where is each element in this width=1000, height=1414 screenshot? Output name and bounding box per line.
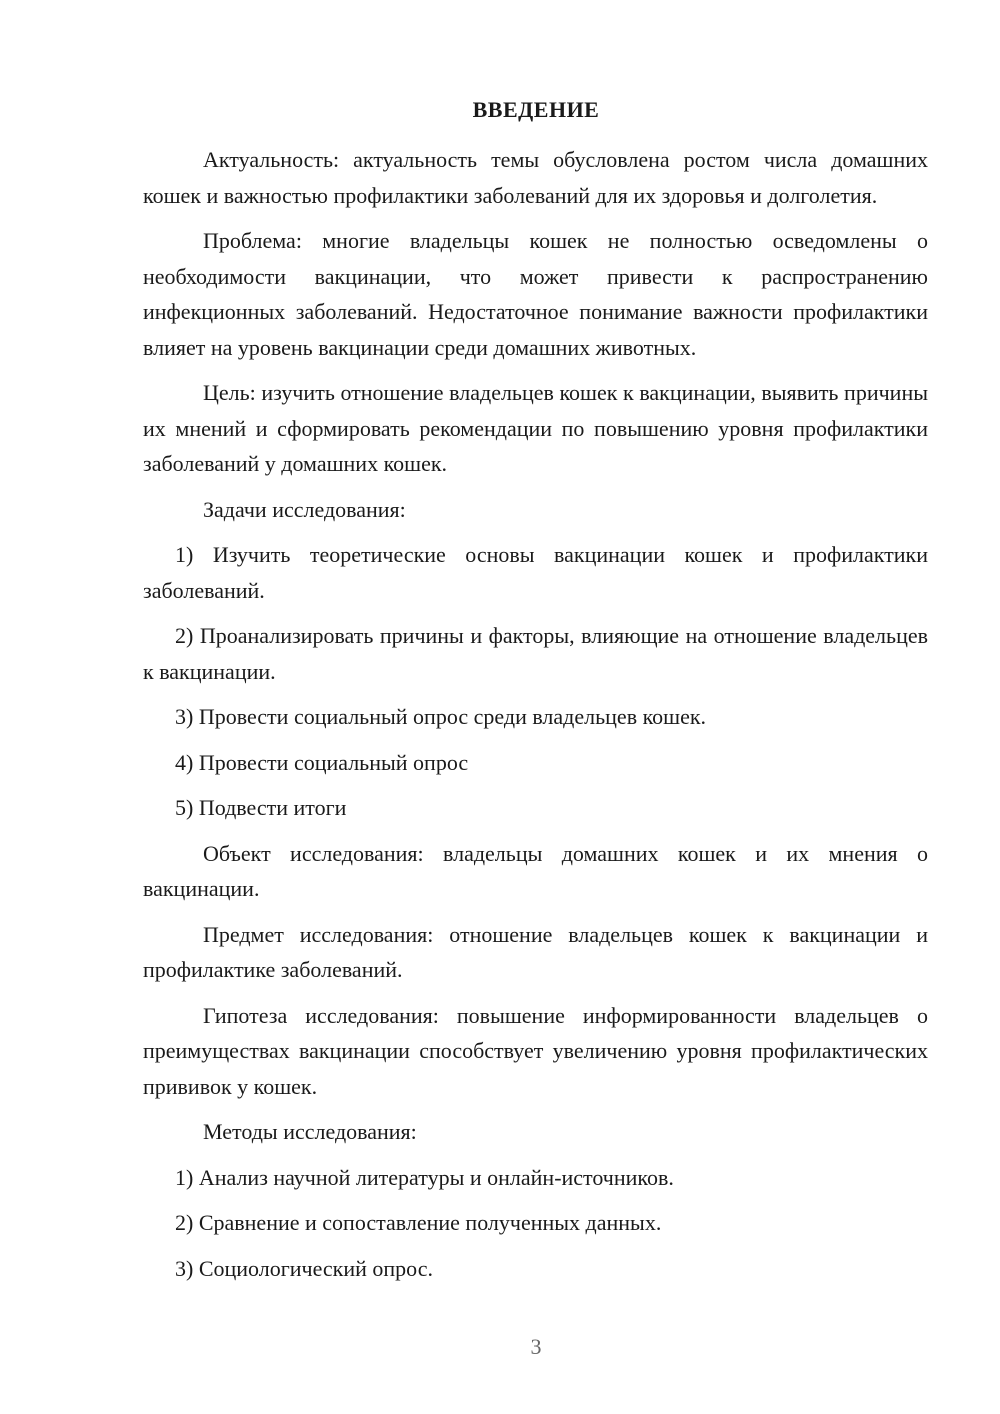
subject-paragraph: Предмет исследования: отношение владельцев кошек к вакцинации и профилактике заболеваний. <box>143 921 928 982</box>
goal-paragraph: Цель: изучить отношение владельцев кошек к вакцинации, выявить причины их мнений и сформировать рекомендации по повышению уровня профилактики заболеваний у домашних кошек. <box>143 380 928 476</box>
page-number: 3 <box>530 1334 542 1359</box>
task-item-2: 2) Проанализировать причины и факторы, влияющие на отношение владельцев к вакцинации. <box>143 623 928 684</box>
hypothesis-paragraph: Гипотеза исследования: повышение информированности владельцев о преимуществах вакцинации способствует увеличению уровня профилактических прививок у кошек. <box>143 1002 928 1099</box>
methods-heading: Методы исследования: <box>203 1119 417 1144</box>
tasks-heading: Задачи исследования: <box>203 496 406 522</box>
method-item-2: 2) Сравнение и сопоставление полученных данных. <box>175 1210 662 1235</box>
task-item-5: 5) Подвести итоги <box>175 795 347 820</box>
problem-paragraph: Проблема: многие владельцы кошек не полностью осведомлены о необходимости вакцинации, что может привести к распространению инфекционных заболеваний. Недостаточное понимание важности профилактики влияет на уровень вакцинации среди домашних животных. <box>143 228 928 360</box>
section-title: ВВЕДЕНИЕ <box>472 97 600 122</box>
task-item-3: 3) Провести социальный опрос среди владельцев кошек. <box>175 704 707 729</box>
method-item-1: 1) Анализ научной литературы и онлайн-источников. <box>175 1164 674 1190</box>
object-paragraph: Объект исследования: владельцы домашних кошек и их мнения о вакцинации. <box>143 840 928 901</box>
method-item-3: 3) Социологический опрос. <box>175 1255 433 1281</box>
task-item-1: 1) Изучить теоретические основы вакцинации кошек и профилактики заболеваний. <box>143 542 928 603</box>
task-item-4: 4) Провести социальный опрос <box>175 749 469 775</box>
relevance-paragraph: Актуальность: актуальность темы обусловлена ростом числа домашних кошек и важностью профилактики заболеваний для их здоровья и долголетия. <box>143 147 928 208</box>
document-body <box>143 142 928 1296</box>
